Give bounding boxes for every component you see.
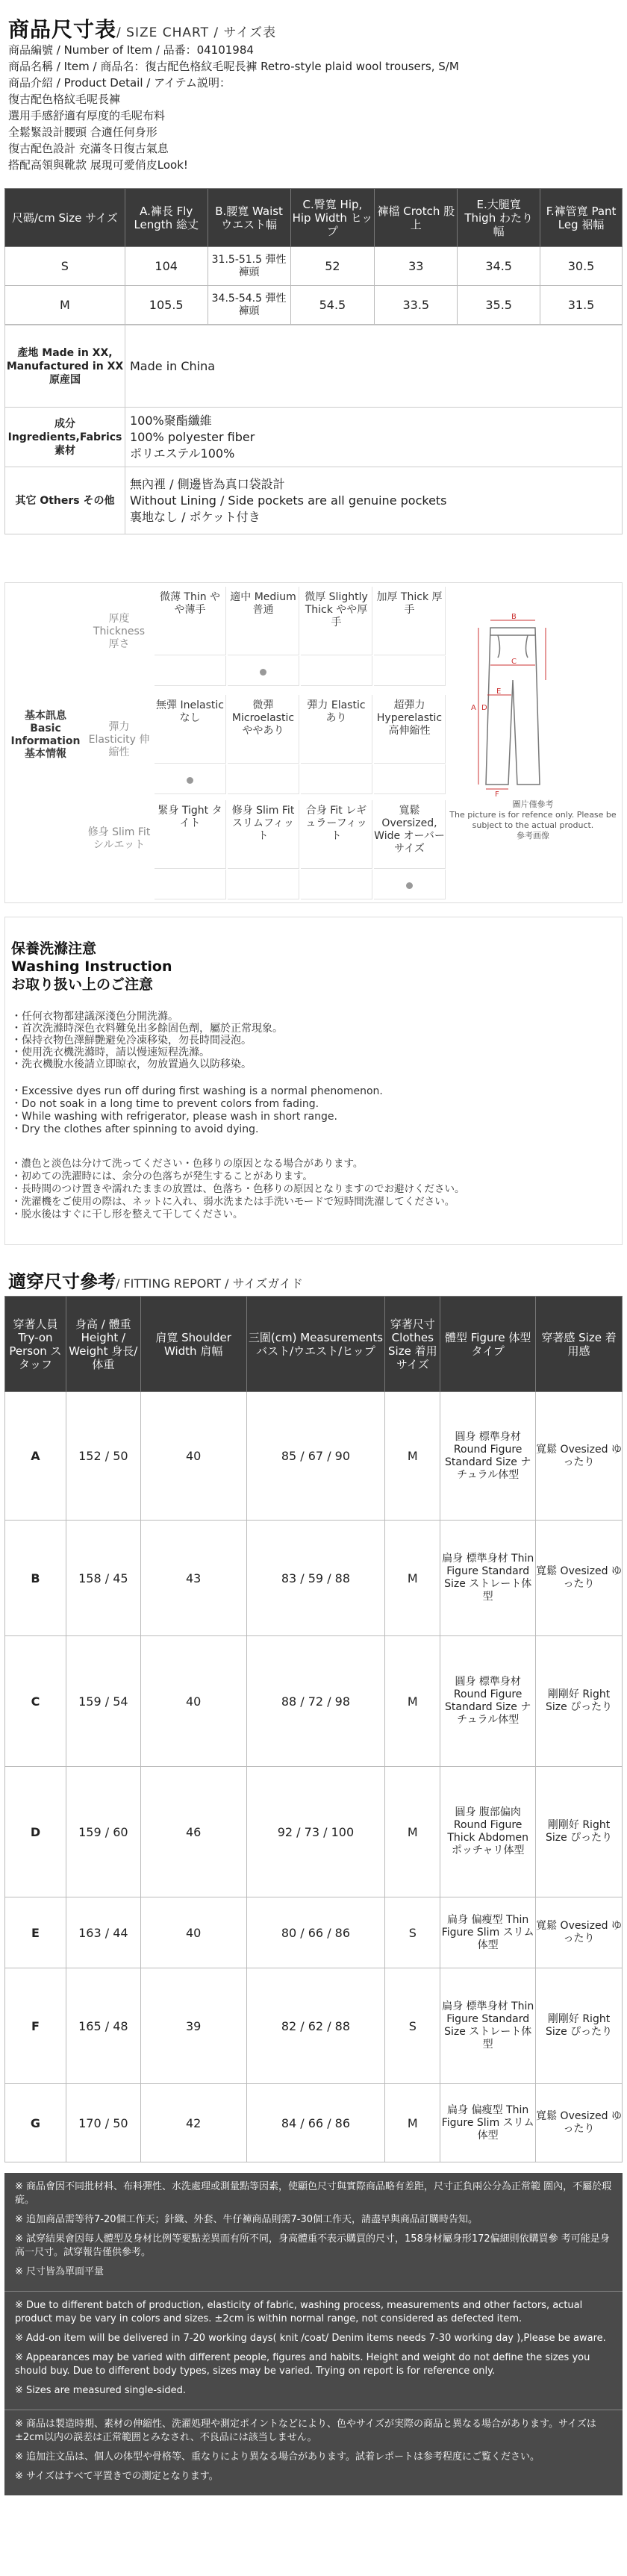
- fit-cell: 85 / 67 / 90: [246, 1392, 385, 1521]
- fit-cell: 159 / 60: [66, 1767, 140, 1897]
- diagram-letter: A: [471, 704, 476, 712]
- info-line: 復古配色設計 充滿冬日復古氣息: [8, 142, 169, 155]
- fit-row: [5, 1392, 623, 1521]
- selected-dot-icon: [187, 777, 193, 784]
- wash-line: ・初めての洗濯時には、余分の色落ちが発生することがあります。: [11, 1170, 313, 1182]
- fit-option: 緊身 Tight タイト: [155, 800, 226, 869]
- fit-report-section: [4, 1296, 623, 2162]
- note-line: ※ Due to different batch of production, elasticity of fabric, washing process, measurements and other factors, actual product may be vary in colors and sizes. ±2cm is within normal range, not considered as defected item.: [15, 2300, 583, 2324]
- diagram-letter: F: [495, 790, 499, 799]
- elasticity-option: 彈力 Elastic あり: [301, 695, 372, 764]
- notes-jp: [4, 2410, 623, 2495]
- note-line: ※ 商品會因不同批材料、布料彈性、水洗處理或測量點等因素，使顯色尺寸與實際商品略有差距，尺寸正負兩公分為正常範 圍內，不屬於瑕疵。: [15, 2181, 612, 2206]
- size-table-cell: 105.5: [125, 286, 208, 325]
- size-table-cell: 31.5: [540, 286, 623, 325]
- size-table-header: B.腰寬 Waist ウエスト幅: [208, 189, 290, 247]
- fit-header: 體型 Figure 体型タイプ: [440, 1297, 536, 1392]
- fit-cell: C: [5, 1636, 66, 1767]
- fit-cell: F: [5, 1968, 66, 2084]
- fit-header: 三圍(cm) Measurements バスト/ウエスト/ヒップ: [246, 1297, 385, 1392]
- fit-option-marker: [155, 870, 226, 899]
- fit-cell: G: [5, 2084, 66, 2162]
- fit-cell: 剛剛好 Right Size ぴったり: [536, 1636, 623, 1767]
- meta-label: 產地 Made in XX, Manufactured in XX 原産国: [5, 325, 125, 408]
- thickness-option-marker: [374, 656, 446, 686]
- wash-jp-list: [11, 1158, 465, 1221]
- elasticity-label: 彈力 Elasticity 伸縮性: [88, 721, 150, 758]
- meta-table: [4, 325, 623, 534]
- diagram-letter: D: [481, 704, 487, 712]
- fit-option-marker: [374, 870, 446, 899]
- elasticity-option-marker: [301, 764, 372, 794]
- fit-cell: 圓身 標準身材 Round Figure Standard Size ナチュラル体型: [440, 1636, 536, 1767]
- meta-value: Made in China: [125, 325, 623, 408]
- fit-cell: M: [385, 1767, 440, 1897]
- fit-cell: 圓身 標準身材 Round Figure Standard Size ナチュラル体型: [440, 1392, 536, 1521]
- fit-cell: A: [5, 1392, 66, 1521]
- notes-en: [4, 2292, 623, 2410]
- size-table-row: [5, 286, 623, 325]
- fit-cell: S: [385, 1968, 440, 2084]
- fit-cell: 82 / 62 / 88: [246, 1968, 385, 2084]
- note-line: ※ Appearances may be varied with different people, figures and habits. Height and weight do not define the sizes you should buy. Due to different body types, sizes may be varied. Trying on report is for reference only.: [15, 2352, 590, 2377]
- thickness-option-marker: [155, 656, 226, 686]
- fit-option: 修身 Slim Fit スリムフィット: [228, 800, 299, 869]
- wash-title-jp: お取り扱い上のご注意: [11, 976, 154, 993]
- elasticity-option: 無彈 Inelastic なし: [155, 695, 226, 764]
- fit-cell: 扁身 標準身材 Thin Figure Standard Size ストレート体型: [440, 1521, 536, 1636]
- wash-line: ・Dry the clothes after spinning to avoid dying.: [11, 1123, 259, 1135]
- note-line: ※ Add-on item will be delivered in 7-20 working days( knit /coat/ Denim items needs 7-30 working day ),Please be aware.: [15, 2333, 606, 2344]
- fit-cell: E: [5, 1897, 66, 1968]
- fit-cell: S: [385, 1897, 440, 1968]
- fit-cell: 40: [140, 1392, 246, 1521]
- info-line: 搭配高領與靴款 展現可愛俏皮Look!: [8, 158, 188, 172]
- fit-cell: 寬鬆 Ovesized ゆったり: [536, 2084, 623, 2162]
- size-table-cell: 31.5-51.5 彈性褲頭: [208, 247, 290, 286]
- note-line: ※ 尺寸皆為單面平量: [15, 2266, 104, 2277]
- fit-cell: D: [5, 1767, 66, 1897]
- size-table-cell: 33: [375, 247, 458, 286]
- wash-line: ・洗濯機をご使用の際は、ネットに入れ、弱水洗または手洗いモードで短時間洗濯してください。: [11, 1196, 455, 1208]
- fit-cell: M: [385, 1392, 440, 1521]
- elasticity-option-marker: [374, 764, 446, 794]
- size-table-header: A.褲長 Fly Length 総丈: [125, 189, 208, 247]
- fit-cell: 扁身 標準身材 Thin Figure Standard Size ストレート体型: [440, 1968, 536, 2084]
- size-table-cell: 54.5: [290, 286, 375, 325]
- features-section: [4, 582, 623, 903]
- fit-cell: 43: [140, 1521, 246, 1636]
- fit-row: [5, 1636, 623, 1767]
- fit-row: [5, 2084, 623, 2162]
- wash-zh-list: [11, 1011, 283, 1070]
- wash-line: ・濃色と淡色は分けて洗ってください・色移りの原因となる場合があります。: [11, 1158, 364, 1170]
- diagram-letter: B: [511, 613, 517, 621]
- wash-line: ・使用洗衣機洗滌時，請以慢速短程洗滌。: [11, 1047, 210, 1058]
- fit-report-title: 適穿尺寸參考/ FITTING REPORT / サイズガイド: [8, 1271, 303, 1292]
- wash-line: ・While washing with refrigerator, please wash in short range.: [11, 1111, 337, 1123]
- size-table-cell: 104: [125, 247, 208, 286]
- elasticity-option-marker: [155, 764, 226, 794]
- meta-value: 無內裡 / 側邊皆為真口袋設計 Without Lining / Side pockets are all genuine pockets 裏地なし / ポケット付き: [125, 467, 623, 534]
- diagram-caption: 圖片僅參考 The picture is for refence only. Please be subject to the actual product. 參考画像: [449, 799, 617, 841]
- fit-header: 穿著感 Size 着用感: [536, 1297, 623, 1392]
- meta-row: [5, 325, 623, 408]
- fit-cell: 159 / 54: [66, 1636, 140, 1767]
- notes-zh: [4, 2173, 623, 2292]
- fit-cell: 剛剛好 Right Size ぴったり: [536, 1968, 623, 2084]
- elasticity-option-marker: [228, 764, 299, 794]
- fit-cell: 42: [140, 2084, 246, 2162]
- meta-label: 成分 Ingredients,Fabrics 素材: [5, 408, 125, 467]
- fit-cell: B: [5, 1521, 66, 1636]
- size-table-cell: M: [5, 286, 125, 325]
- wash-line: ・脱水後はすぐに干し形を整えて干してください。: [11, 1209, 243, 1220]
- meta-row: [5, 467, 623, 534]
- fit-cell: 40: [140, 1636, 246, 1767]
- notes-section: [4, 2173, 623, 2495]
- note-line: ※ 試穿結果會因每人體型及身材比例等要點差異而有所不同，身高體重不表示購買的尺寸，158身材屬身形172偏細則依購買參 考可能是身高一尺寸。試穿報告僅供參考。: [15, 2233, 610, 2258]
- page-title: 商品尺寸表/ SIZE CHART / サイズ表: [8, 17, 277, 42]
- note-line: ※ Sizes are measured single-sided.: [15, 2385, 187, 2396]
- thickness-label: 厚度 Thickness 厚さ: [93, 613, 146, 650]
- fit-cell: 92 / 73 / 100: [246, 1767, 385, 1897]
- washing-section: [4, 917, 623, 1245]
- fit-cell: 扁身 偏瘦型 Thin Figure Slim スリム体型: [440, 1897, 536, 1968]
- size-table-cell: 30.5: [540, 247, 623, 286]
- thickness-option-marker: [301, 656, 372, 686]
- fit-cell: 46: [140, 1767, 246, 1897]
- fit-option-marker: [301, 870, 372, 899]
- fit-cell: 扁身 偏瘦型 Thin Figure Slim スリム体型: [440, 2084, 536, 2162]
- fit-label: 修身 Slim Fit シルエット: [87, 826, 151, 851]
- size-table-cell: 33.5: [375, 286, 458, 325]
- size-table-header: 尺碼/cm Size サイズ: [5, 189, 125, 247]
- wash-title-zh: 保養洗滌注意: [11, 941, 97, 957]
- diagram-letter: C: [511, 658, 517, 666]
- wash-title-en: Washing Instruction: [11, 958, 172, 975]
- info-line: 商品名稱 / Item / 商品名：復古配色格紋毛呢長褲 Retro-style plaid wool trousers, S/M: [8, 60, 459, 73]
- fit-cell: 84 / 66 / 86: [246, 2084, 385, 2162]
- fit-cell: 寬鬆 Ovesized ゆったり: [536, 1521, 623, 1636]
- size-table-cell: 34.5-54.5 彈性褲頭: [208, 286, 290, 325]
- info-line: 全鬆緊設計腰頭 合適任何身形: [8, 125, 157, 139]
- elasticity-option: 超彈力 Hyperelastic 高伸縮性: [374, 695, 446, 764]
- fit-cell: M: [385, 1636, 440, 1767]
- meta-label: 其它 Others その他: [5, 467, 125, 534]
- wash-line: ・長時間のつけ置きや濡れたままの放置は、色落ち・色移りの原因となりますのでお避けください。: [11, 1183, 465, 1195]
- note-line: ※ 追加商品需等待7-20個工作天；針織、外套、牛仔褲商品則需7-30個工作天，請盡早與商品訂購時告知。: [15, 2214, 478, 2225]
- fit-cell: 158 / 45: [66, 1521, 140, 1636]
- size-table-header: 褲檔 Crotch 股上: [375, 189, 458, 247]
- fit-cell: 165 / 48: [66, 1968, 140, 2084]
- fit-cell: M: [385, 1521, 440, 1636]
- thickness-option-marker: [228, 656, 299, 686]
- size-table-header: F.褲管寬 Pant Leg 裾幅: [540, 189, 623, 247]
- wash-line: ・任何衣物都建議深淺色分開洗滌。: [11, 1011, 178, 1023]
- fit-cell: 152 / 50: [66, 1392, 140, 1521]
- wash-line: ・首次洗滌時深色衣料難免出多餘固色劑，屬於正常現象。: [11, 1023, 283, 1035]
- selected-dot-icon: [406, 882, 413, 889]
- fit-cell: 寬鬆 Ovesized ゆったり: [536, 1392, 623, 1521]
- info-line: 選用手感舒適有厚度的毛呢布料: [8, 109, 166, 122]
- fit-cell: M: [385, 2084, 440, 2162]
- fit-report-table: [4, 1296, 623, 2162]
- note-line: ※ 商品は製造時期、素材の伸縮性、洗濯処理や測定ポイントなどにより、色やサイズが実際の商品と異なる場合があります。サイズは±2cm以内の誤差は正常範囲とみなされ、不良品には該当しません。: [15, 2418, 596, 2443]
- size-table-header: C.臀寬 Hip, Hip Width ヒップ: [290, 189, 375, 247]
- wash-line: ・保持衣物色澤鮮艷避免冷凍移染，勿長時間浸泡。: [11, 1035, 252, 1047]
- thickness-option: 微厚 Slightly Thick やや厚手: [301, 587, 372, 655]
- fit-cell: 寬鬆 Ovesized ゆったり: [536, 1897, 623, 1968]
- fit-cell: 163 / 44: [66, 1897, 140, 1968]
- fit-header: 身高 / 體重 Height / Weight 身長/体重: [66, 1297, 140, 1392]
- size-table: [4, 188, 623, 325]
- thickness-option: 適中 Medium 普通: [228, 587, 299, 655]
- fit-cell: 剛剛好 Right Size ぴったり: [536, 1767, 623, 1897]
- elasticity-option: 微彈 Microelastic ややあり: [228, 695, 299, 764]
- info-line: 商品介紹 / Product Detail / アイテム説明：: [8, 76, 231, 90]
- fit-header: 穿著人員 Try-on Person スタッフ: [5, 1297, 66, 1392]
- thickness-option: 微薄 Thin やや薄手: [155, 587, 226, 655]
- fit-cell: 170 / 50: [66, 2084, 140, 2162]
- fit-row: [5, 1521, 623, 1636]
- size-table-row: [5, 247, 623, 286]
- fit-option: 寬鬆 Oversized, Wide オーバーサイズ: [374, 800, 446, 869]
- info-line: 復古配色格紋毛呢長褲: [8, 93, 121, 106]
- fit-option: 合身 Fit レギュラーフィット: [301, 800, 372, 869]
- wash-line: ・洗衣機脫水後請立即晾衣，勿放置過久以防移染。: [11, 1058, 252, 1070]
- fit-row: [5, 1767, 623, 1897]
- size-table-section: [4, 188, 623, 534]
- fit-cell: 40: [140, 1897, 246, 1968]
- size-table-cell: S: [5, 247, 125, 286]
- wash-line: ・Do not soak in a long time to prevent colors from fading.: [11, 1098, 319, 1110]
- fit-cell: 88 / 72 / 98: [246, 1636, 385, 1767]
- wash-en-list: [11, 1085, 383, 1136]
- size-table-cell: 52: [290, 247, 375, 286]
- fit-cell: 83 / 59 / 88: [246, 1521, 385, 1636]
- basic-info-label: 基本訊息 Basic Information 基本情報: [10, 710, 81, 760]
- fit-option-marker: [228, 870, 299, 899]
- diagram-letter: E: [496, 687, 502, 696]
- pants-diagram-icon: [468, 613, 558, 799]
- fit-cell: 80 / 66 / 86: [246, 1897, 385, 1968]
- note-line: ※ サイズはすべて平置きでの測定となります。: [15, 2471, 219, 2482]
- size-table-cell: 34.5: [458, 247, 540, 286]
- meta-value: 100%聚酯纖維 100% polyester fiber ポリエステル100%: [125, 408, 623, 467]
- size-table-header: E.大腿寬 Thigh わたり幅: [458, 189, 540, 247]
- meta-row: [5, 408, 623, 467]
- fit-row: [5, 1897, 623, 1968]
- fit-cell: 圓身 腹部偏肉 Round Figure Thick Abdomen ポッチャリ体型: [440, 1767, 536, 1897]
- fit-header: 穿著尺寸 Clothes Size 着用サイズ: [385, 1297, 440, 1392]
- product-info: [8, 42, 459, 173]
- fit-row: [5, 1968, 623, 2084]
- note-line: ※ 追加注文品は、個人の体型や骨格等、重なりにより異なる場合があります。試着レポートは参考程度にご覧ください。: [15, 2451, 540, 2463]
- thickness-option: 加厚 Thick 厚手: [374, 587, 446, 655]
- size-table-cell: 35.5: [458, 286, 540, 325]
- fit-cell: 39: [140, 1968, 246, 2084]
- selected-dot-icon: [260, 669, 266, 676]
- wash-line: ・Excessive dyes run off during first washing is a normal phenomenon.: [11, 1085, 383, 1097]
- info-line: 商品編號 / Number of Item / 品番：04101984: [8, 43, 254, 57]
- fit-header: 肩寬 Shoulder Width 肩幅: [140, 1297, 246, 1392]
